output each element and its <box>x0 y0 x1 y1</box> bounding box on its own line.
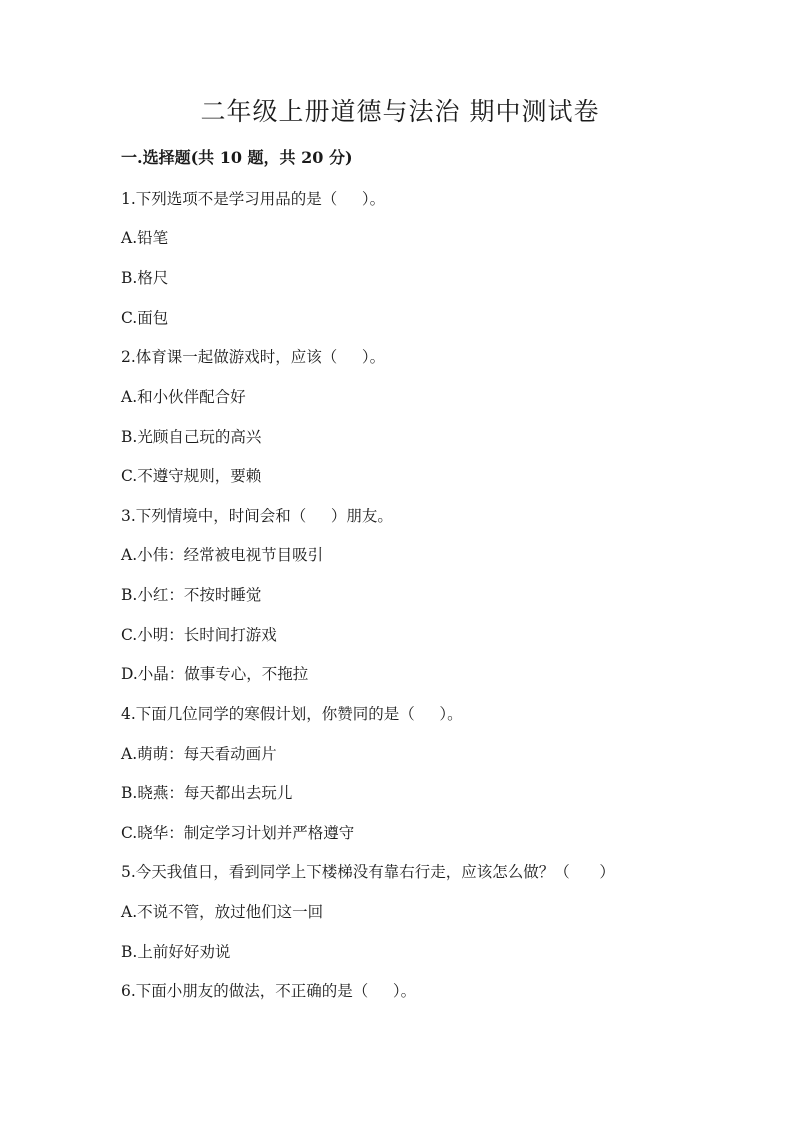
question-6: 6.下面小朋友的做法，不正确的是（ ）。 <box>121 982 417 1000</box>
option-1c: C.面包 <box>121 309 169 327</box>
question-4: 4.下面几位同学的寒假计划，你赞同的是（ ）。 <box>121 705 463 723</box>
option-5b: B.上前好好劝说 <box>121 943 231 961</box>
exam-title: 二年级上册道德与法治 期中测试卷 <box>200 97 600 126</box>
option-4a: A.萌萌：每天看动画片 <box>121 745 277 763</box>
option-3c: C.小明：长时间打游戏 <box>121 626 277 644</box>
question-5: 5.今天我值日，看到同学上下楼梯没有靠右行走，应该怎么做？（ ） <box>121 863 615 881</box>
option-4b: B.晓燕：每天都出去玩儿 <box>121 784 293 802</box>
option-2a: A.和小伙伴配合好 <box>121 388 246 406</box>
question-3: 3.下列情境中，时间会和（ ）朋友。 <box>121 507 393 525</box>
question-1: 1.下列选项不是学习用品的是（ ）。 <box>121 190 386 208</box>
option-5a: A.不说不管，放过他们这一回 <box>121 903 324 921</box>
option-2c: C.不遵守规则，要赖 <box>121 467 262 485</box>
option-3d: D.小晶：做事专心，不拖拉 <box>121 665 309 683</box>
option-3a: A.小伟：经常被电视节目吸引 <box>121 546 324 564</box>
option-4c: C.晓华：制定学习计划并严格遵守 <box>121 824 355 842</box>
option-1b: B.格尺 <box>121 269 169 287</box>
question-2: 2.体育课一起做游戏时，应该（ ）。 <box>121 348 386 366</box>
option-3b: B.小红：不按时睡觉 <box>121 586 262 604</box>
option-1a: A.铅笔 <box>121 229 169 247</box>
option-2b: B.光顾自己玩的高兴 <box>121 428 262 446</box>
section-heading: 一.选择题(共 10 题，共 20 分) <box>121 148 353 167</box>
